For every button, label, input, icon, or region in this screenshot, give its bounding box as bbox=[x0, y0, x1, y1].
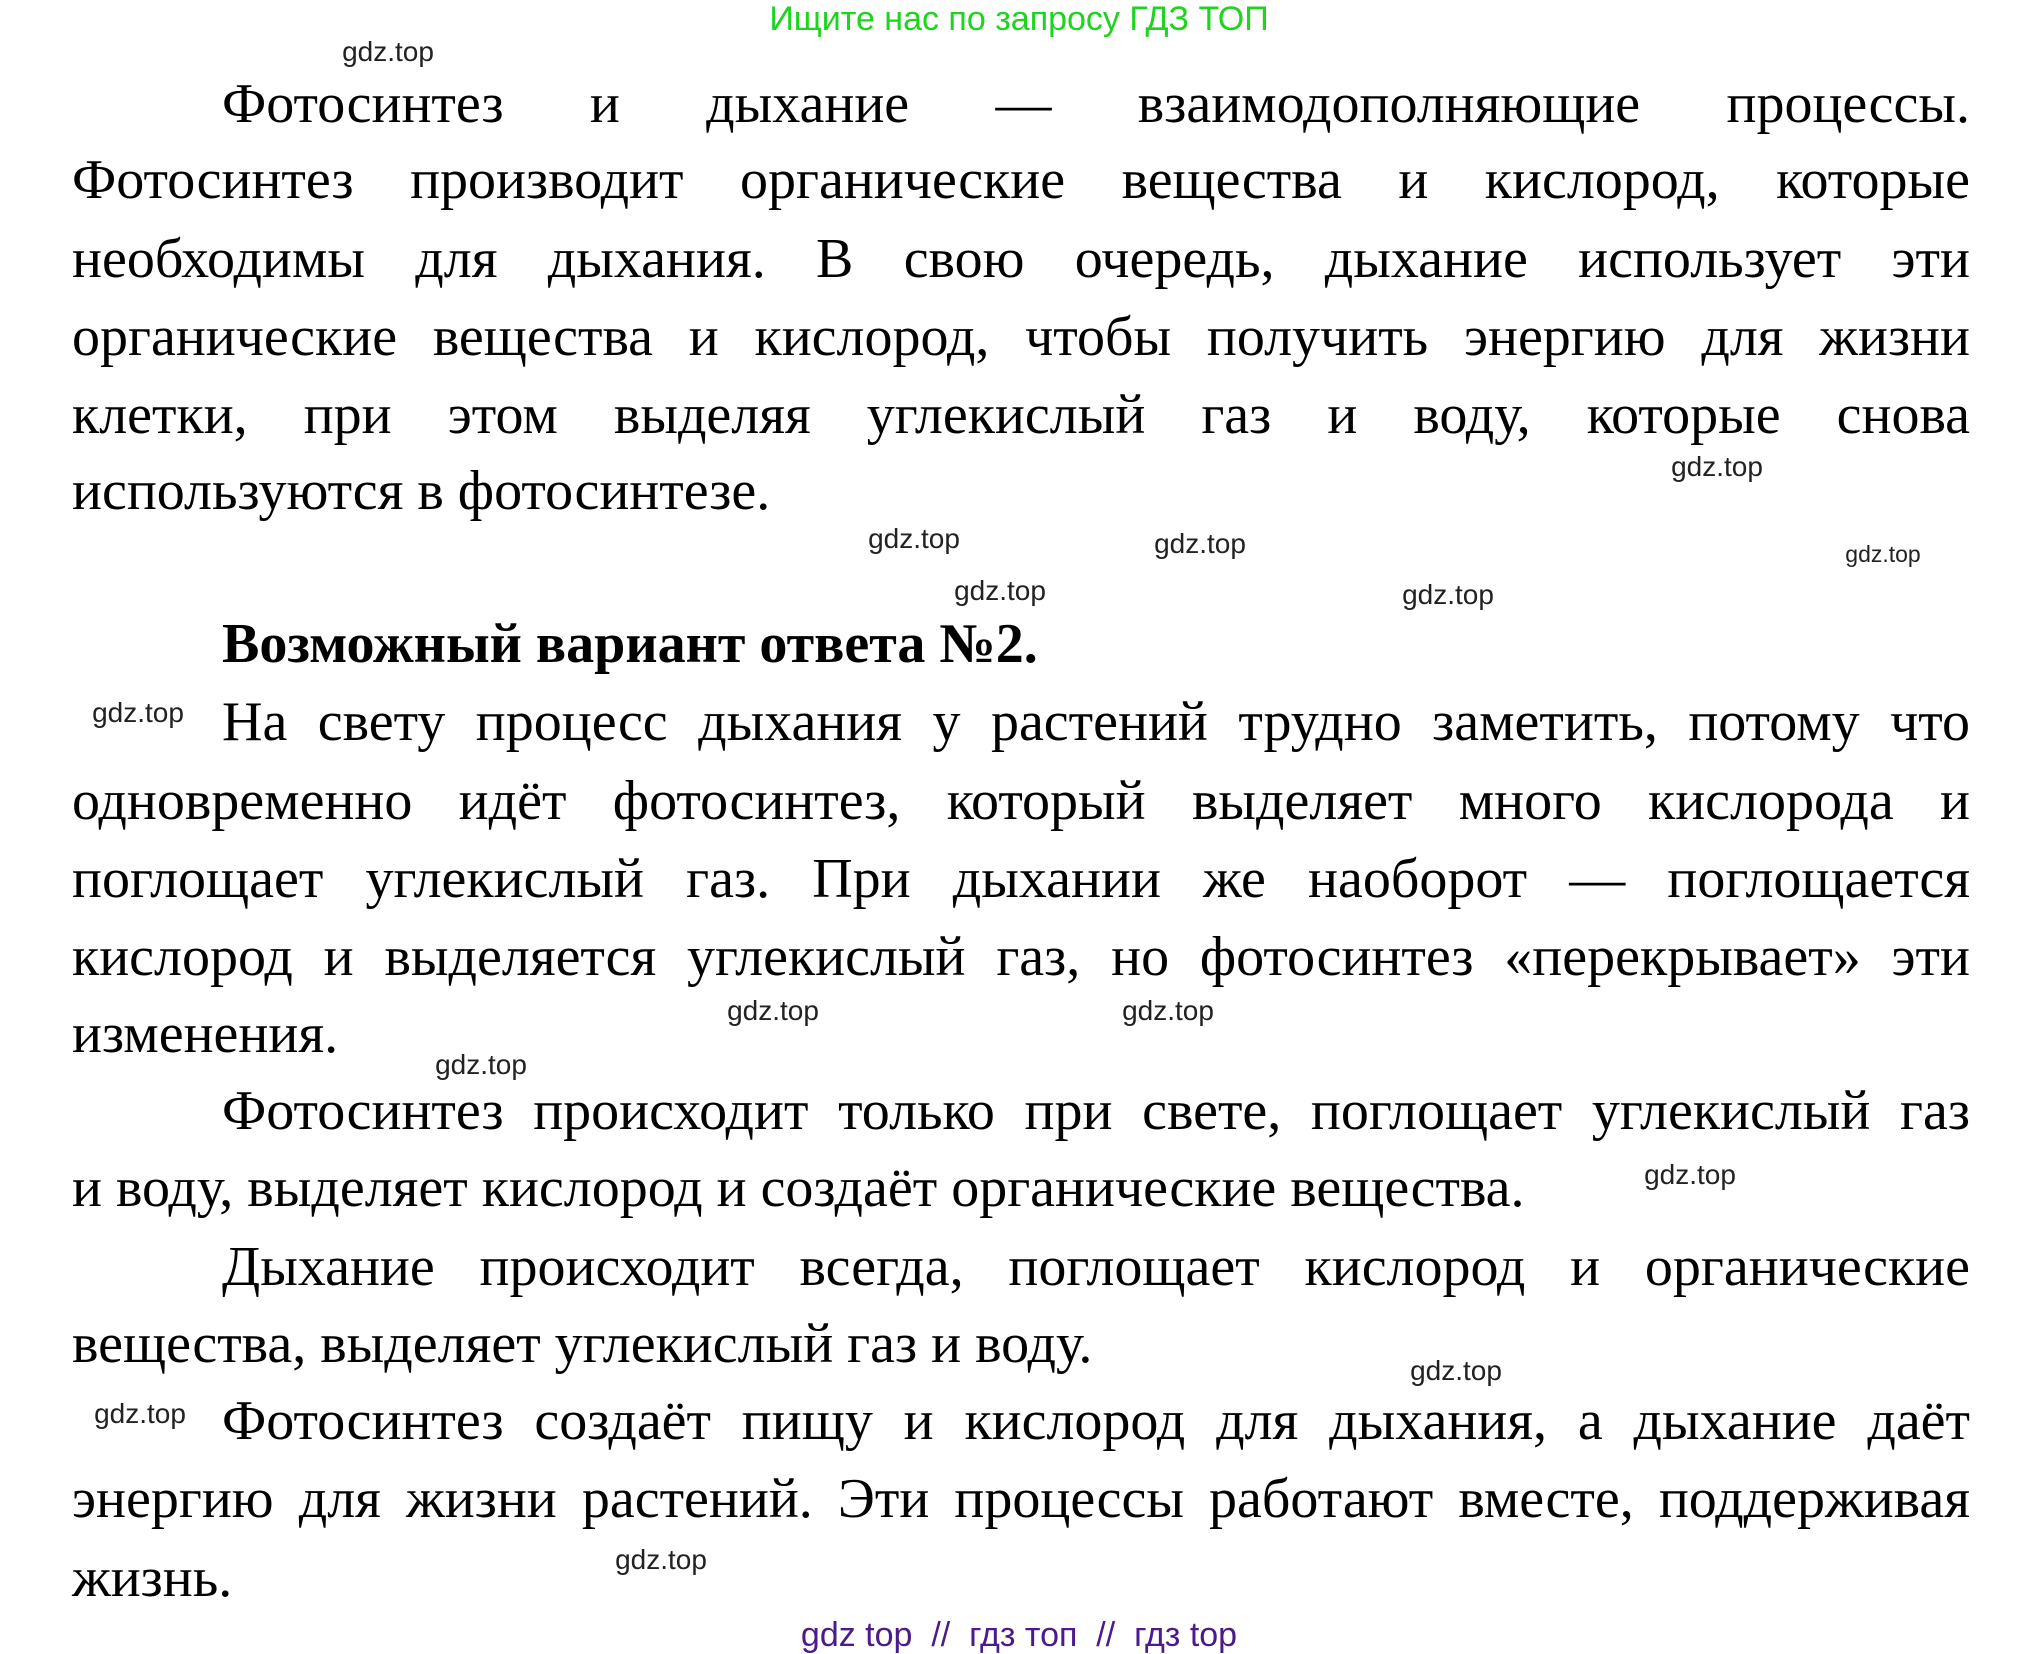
paragraph-1-line: используются в фотосинтезе. bbox=[72, 460, 771, 522]
paragraph-5-line: жизнь. bbox=[72, 1547, 233, 1609]
paragraph-3-line: и воду, выделяет кислород и создаёт органические вещества. bbox=[72, 1157, 1525, 1219]
watermark: gdz.top bbox=[1845, 541, 1921, 567]
paragraph-1-line: органические вещества и кислород, чтобы получить энергию для жизни bbox=[72, 306, 1970, 368]
footer-links: gdz top // гдз топ // гдз top bbox=[800, 1616, 1238, 1654]
watermark: gdz.top bbox=[1402, 579, 1494, 610]
watermark: gdz.top bbox=[868, 523, 960, 554]
paragraph-5-line: энергию для жизни растений. Эти процессы работают вместе, поддерживая bbox=[72, 1468, 1970, 1530]
answer-heading: Возможный вариант ответа №2. bbox=[222, 613, 1038, 675]
paragraph-1-line: Фотосинтез и дыхание — взаимодополняющие процессы. bbox=[222, 73, 1970, 135]
paragraph-5-line: Фотосинтез создаёт пищу и кислород для дыхания, а дыхание даёт bbox=[222, 1390, 1970, 1452]
paragraph-1-line: клетки, при этом выделяя углекислый газ и воду, которые снова bbox=[72, 384, 1970, 446]
paragraph-1-line: необходимы для дыхания. В свою очередь, дыхание использует эти bbox=[72, 228, 1970, 290]
watermark: gdz.top bbox=[727, 995, 819, 1026]
watermark: gdz.top bbox=[1122, 995, 1214, 1026]
paragraph-2-line: кислород и выделяется углекислый газ, но фотосинтез «перекрывает» эти bbox=[72, 926, 1970, 988]
watermark: gdz.top bbox=[94, 1398, 186, 1429]
watermark: gdz.top bbox=[1644, 1159, 1736, 1190]
watermark: gdz.top bbox=[615, 1544, 707, 1575]
search-hint-banner: Ищите нас по запросу ГДЗ ТОП bbox=[769, 0, 1269, 38]
watermark: gdz.top bbox=[1154, 528, 1246, 559]
paragraph-4-line: вещества, выделяет углекислый газ и воду. bbox=[72, 1313, 1093, 1375]
paragraph-2-line: поглощает углекислый газ. При дыхании же наоборот — поглощается bbox=[72, 848, 1970, 910]
watermark: gdz.top bbox=[954, 575, 1046, 606]
paragraph-4-line: Дыхание происходит всегда, поглощает кислород и органические bbox=[222, 1236, 1970, 1298]
watermark: gdz.top bbox=[342, 36, 434, 67]
watermark: gdz.top bbox=[435, 1049, 527, 1080]
paragraph-3-line: Фотосинтез происходит только при свете, поглощает углекислый газ bbox=[222, 1080, 1970, 1142]
paragraph-2-line: изменения. bbox=[72, 1003, 339, 1065]
watermark: gdz.top bbox=[1671, 451, 1763, 482]
paragraph-2-line: одновременно идёт фотосинтез, который выделяет много кислорода и bbox=[72, 770, 1970, 832]
watermark: gdz.top bbox=[1410, 1355, 1502, 1386]
paragraph-1-line: Фотосинтез производит органические вещества и кислород, которые bbox=[72, 149, 1970, 211]
watermark: gdz.top bbox=[92, 697, 184, 728]
paragraph-2-line: На свету процесс дыхания у растений трудно заметить, потому что bbox=[222, 691, 1970, 753]
